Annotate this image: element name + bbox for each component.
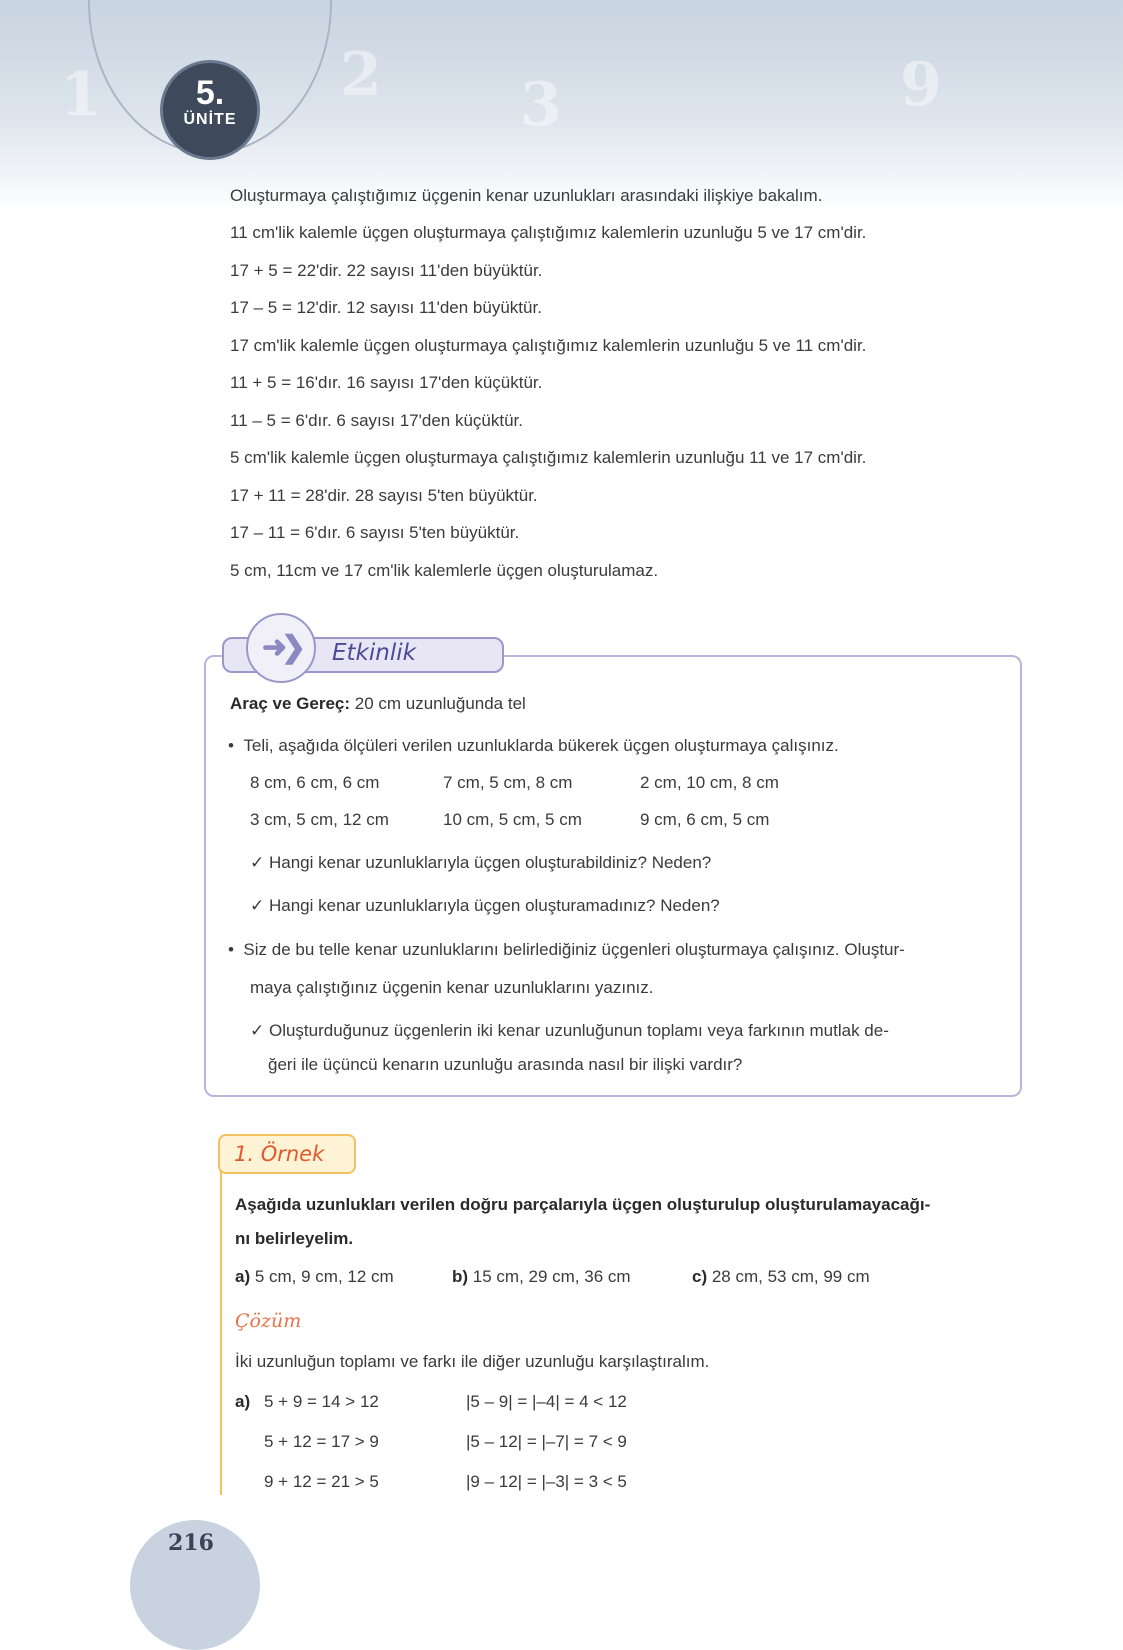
example-option-b [452, 1267, 631, 1287]
decorative-digit-icon: 1 [60, 60, 102, 130]
option-value: 15 cm, 29 cm, 36 cm [468, 1267, 631, 1286]
sum-line: 9 + 12 = 21 > 5 [264, 1472, 379, 1491]
example-question: Aşağıda uzunlukları verilen doğru parçalarıyla üçgen oluşturulup oluşturulamayacağı- [235, 1195, 931, 1214]
length-set: 7 cm, 5 cm, 8 cm [443, 773, 573, 792]
unit-badge [160, 60, 260, 160]
intro-line: 5 cm'lik kalemle üçgen oluşturmaya çalıştığımız kalemlerin uzunluğu 11 ve 17 cm'dir. [230, 448, 867, 467]
check-text-continued: ğeri ile üçüncü kenarın uzunluğu arasında nasıl bir ilişki vardır? [268, 1055, 743, 1074]
option-label: c) [692, 1267, 708, 1286]
decorative-digit-icon: 9 [900, 50, 942, 120]
check-item [250, 1021, 889, 1041]
length-set: 10 cm, 5 cm, 5 cm [443, 810, 582, 829]
length-set: 2 cm, 10 cm, 8 cm [640, 773, 779, 792]
example-title: 1. Örnek [234, 1142, 325, 1166]
difference-line: |5 – 9| = |–4| = 4 < 12 [466, 1392, 627, 1411]
checkmark-icon: ✓ [250, 1021, 269, 1040]
intro-line: 11 – 5 = 6'dır. 6 sayısı 17'den küçüktür. [230, 411, 524, 430]
activity-bullet [228, 736, 839, 756]
example-option-c [692, 1267, 870, 1287]
option-value: 28 cm, 53 cm, 99 cm [707, 1267, 870, 1286]
materials-value: 20 cm uzunluğunda tel [350, 694, 526, 713]
bullet-dot-icon: • [228, 736, 244, 755]
materials-label: Araç ve Gereç: [230, 694, 351, 713]
decorative-digit-icon: 2 [340, 40, 382, 110]
unit-label: ÜNİTE [183, 111, 237, 128]
example-option-a [235, 1267, 394, 1287]
intro-line: 17 + 11 = 28'dir. 28 sayısı 5'ten büyüktür. [230, 486, 538, 505]
intro-line: Oluşturmaya çalıştığımız üçgenin kenar uzunlukları arasındaki ilişkiye bakalım. [230, 186, 823, 205]
check-text: Hangi kenar uzunluklarıyla üçgen oluşturamadınız? Neden? [268, 896, 720, 915]
intro-line: 5 cm, 11cm ve 17 cm'lik kalemlerle üçgen oluşturulamaz. [230, 561, 659, 580]
checkmark-icon: ✓ [250, 896, 269, 915]
length-set: 9 cm, 6 cm, 5 cm [640, 810, 770, 829]
difference-line: |9 – 12| = |–3| = 3 < 5 [466, 1472, 627, 1491]
checkmark-icon: ✓ [250, 853, 269, 872]
activity-title: Etkinlik [332, 640, 416, 666]
solution-part-label: a) [235, 1392, 251, 1411]
intro-line: 11 + 5 = 16'dır. 16 sayısı 17'den küçüktür. [230, 373, 543, 392]
intro-line: 17 – 5 = 12'dir. 12 sayısı 11'den büyüktür. [230, 298, 542, 317]
page-number: 216 [168, 1530, 214, 1556]
check-item [250, 896, 720, 916]
decorative-digit-icon: 3 [520, 70, 562, 140]
intro-line: 17 – 11 = 6'dır. 6 sayısı 5'ten büyüktür. [230, 523, 520, 542]
double-arrow-icon: ➜❯ [261, 631, 301, 664]
solution-label: Çözüm [235, 1310, 302, 1332]
check-text: Hangi kenar uzunluklarıyla üçgen oluşturabildiniz? Neden? [268, 853, 712, 872]
check-text: Oluşturduğunuz üçgenlerin iki kenar uzunluğunun toplamı veya farkının mutlak de- [268, 1021, 889, 1040]
check-item [250, 853, 711, 873]
bullet-dot-icon: • [228, 940, 244, 959]
solution-intro: İki uzunluğun toplamı ve farkı ile diğer uzunluğu karşılaştıralım. [235, 1352, 710, 1371]
activity-circle [246, 613, 316, 683]
option-label: b) [452, 1267, 469, 1286]
bullet-text-continued: maya çalıştığınız üçgenin kenar uzunluklarını yazınız. [250, 978, 654, 997]
intro-line: 11 cm'lik kalemle üçgen oluşturmaya çalıştığımız kalemlerin uzunluğu 5 ve 17 cm'dir. [230, 223, 867, 242]
sum-line: 5 + 12 = 17 > 9 [264, 1432, 379, 1451]
example-question-continued: nı belirleyelim. [235, 1229, 354, 1248]
activity-bullet [228, 940, 905, 960]
intro-line: 17 cm'lik kalemle üçgen oluşturmaya çalıştığımız kalemlerin uzunluğu 5 ve 11 cm'dir. [230, 336, 867, 355]
materials-line [230, 694, 526, 714]
option-value: 5 cm, 9 cm, 12 cm [250, 1267, 394, 1286]
option-label: a) [235, 1267, 251, 1286]
bullet-text: Siz de bu telle kenar uzunluklarını belirlediğiniz üçgenleri oluşturmaya çalışınız. Oluştur- [243, 940, 905, 959]
example-side-bar [220, 1155, 222, 1495]
length-set: 8 cm, 6 cm, 6 cm [250, 773, 380, 792]
bullet-text: Teli, aşağıda ölçüleri verilen uzunluklarda bükerek üçgen oluşturmaya çalışınız. [243, 736, 839, 755]
difference-line: |5 – 12| = |–7| = 7 < 9 [466, 1432, 627, 1451]
intro-line: 17 + 5 = 22'dir. 22 sayısı 11'den büyüktür. [230, 261, 543, 280]
length-set: 3 cm, 5 cm, 12 cm [250, 810, 389, 829]
unit-number: 5. [195, 74, 225, 112]
sum-line: 5 + 9 = 14 > 12 [264, 1392, 379, 1411]
